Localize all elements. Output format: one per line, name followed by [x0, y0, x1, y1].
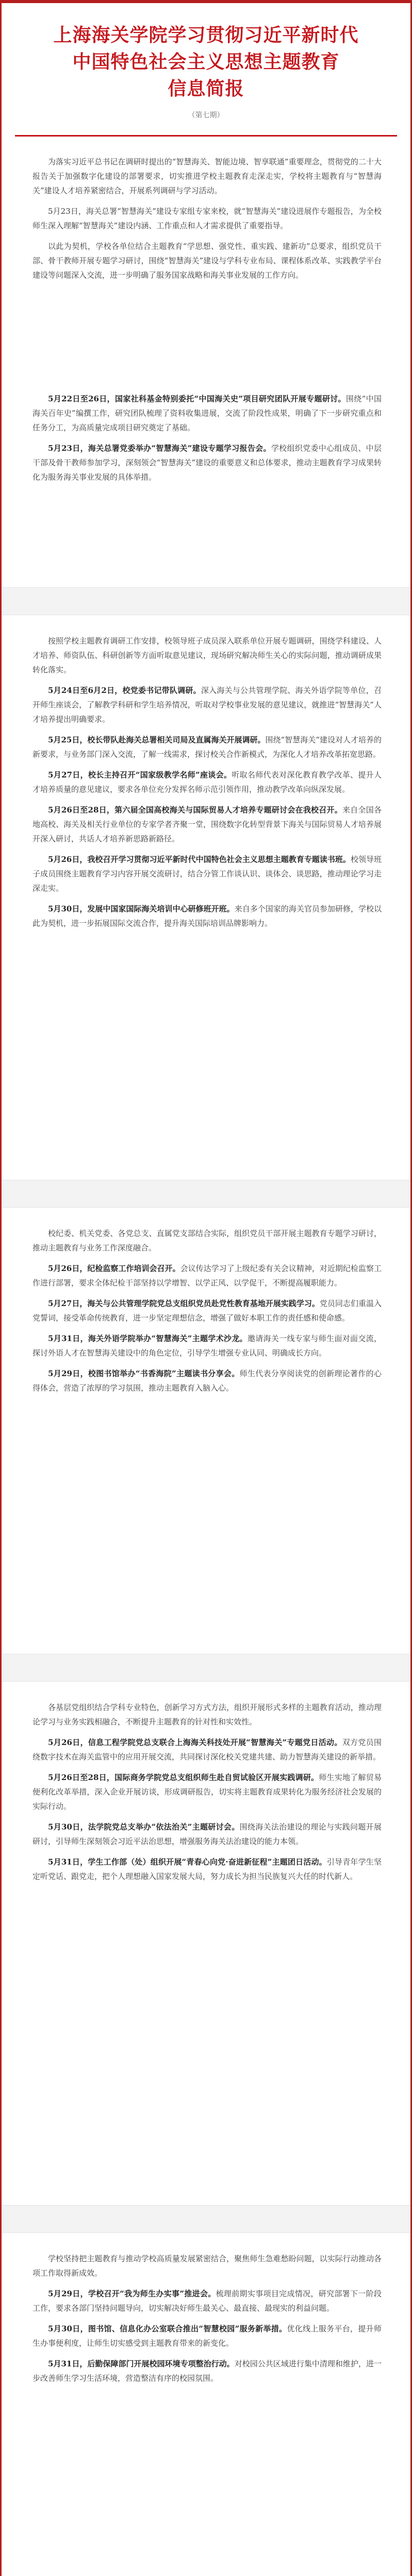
- news-item-lead: 5月30日，发展中国家国际海关培训中心研修班开班。: [48, 904, 235, 913]
- news-item: [32, 1820, 382, 1849]
- news-item-text: 学校组织党委中心组成员、中层干部及骨干教师参加学习，深刻领会“智慧海关”建设的重要意义和总体要求，推动主题教育学习成果转化为服务海关事业发展的具体举措。: [32, 444, 382, 482]
- news-item: [32, 2286, 382, 2315]
- news-item-text: 围绕“中国海关百年史”编撰工作，研究团队梳理了资料收集进展，交流了阶段性成果，明确了下一步研究重点和任务分工，为高质量完成项目研究奠定了基础。: [32, 394, 382, 432]
- news-item-lead: 5月26日至28日，国际商务学院党总支组织师生赴自贸试验区开展实践调研。: [48, 1773, 319, 1782]
- news-item: [32, 441, 382, 484]
- news-item-lead: 5月29日，学校召开“我为师生办实事”推进会。: [48, 2289, 216, 2298]
- news-item: [32, 768, 382, 796]
- news-item: [32, 1331, 382, 1360]
- news-item-lead: 5月31日，学生工作部（处）组织开展“青春心向党·奋进新征程”主题团日活动。: [48, 1857, 327, 1867]
- news-section-5: [32, 2251, 382, 2392]
- intro-section: [32, 155, 382, 289]
- news-item-text: 学校坚持把主题教育与推动学校高质量发展紧密结合，聚焦师生急难愁盼问题，以实际行动推动各项工作取得新成效。: [32, 2254, 382, 2278]
- news-item: [32, 1366, 382, 1395]
- news-item: [32, 2357, 382, 2385]
- news-item-text: 对校园公共区域进行集中清理和维护，进一步改善师生学习生活环境，营造整洁有序的校园氛围。: [32, 2359, 382, 2383]
- news-item-text: 来自全国各地高校、海关及相关行业单位的专家学者齐聚一堂，围绕数字化转型背景下海关与国际贸易人才培养展开深入研讨，共话人才培养新思路新路径。: [32, 805, 382, 843]
- news-item: [32, 1226, 382, 1255]
- news-item: [32, 1735, 382, 1764]
- top-red-rule: [2, 0, 410, 3]
- news-item-text: 师生实地了解贸易便利化改革举措，深入企业开展访谈，形成调研报告，切实将主题教育成果转化为服务经济社会发展的实际行动。: [32, 1773, 382, 1811]
- news-item-lead: 5月26日，纪检监察工作培训会召开。: [48, 1264, 180, 1273]
- news-item: [32, 634, 382, 677]
- news-item: [32, 733, 382, 761]
- intro-paragraph: 5月23日，海关总署“智慧海关”建设专家组专家来校，就“智慧海关”建设进展作专题报告，为全校师生深入理解“智慧海关”建设内涵、工作重点和人才需求提供了重要指导。: [32, 207, 382, 230]
- news-item: [32, 2321, 382, 2350]
- news-item-lead: 5月26日，我校召开学习贯彻习近平新时代中国特色社会主义思想主题教育专题读书班。: [48, 855, 351, 864]
- news-item: [32, 803, 382, 846]
- news-item-text: 邀请海关一线专家与师生面对面交流，探讨外语人才在智慧海关建设中的角色定位，引导学生增强专业认同、明确成长方向。: [32, 1334, 382, 1358]
- news-item-text: 师生代表分享阅读党的创新理论著作的心得体会，营造了浓厚的学习氛围，推动主题教育入脑入心。: [32, 1369, 382, 1393]
- news-item: [32, 852, 382, 895]
- news-item-lead: 5月31日，后勤保障部门开展校园环境专项整治行动。: [48, 2359, 235, 2368]
- news-item-text: 围绕“智慧海关”建设对人才培养的新要求，与业务部门深入交流，了解一线需求，探讨校关合作新模式，为深化人才培养改革拓宽思路。: [32, 735, 382, 759]
- news-section-2: [32, 634, 382, 937]
- news-item-lead: 5月25日，校长带队赴海关总署相关司局及直属海关开展调研。: [48, 735, 266, 744]
- news-item-lead: 5月30日，法学院党总支举办“依法治关”主题研讨会。: [48, 1822, 240, 1832]
- news-item: [32, 902, 382, 930]
- news-section-3: [32, 1226, 382, 1401]
- news-item: [32, 1855, 382, 1884]
- news-item-lead: 5月26日，信息工程学院党总支联合上海海关科技处开展“智慧海关”专题党日活动。: [48, 1738, 342, 1747]
- news-item-text: 会议传达学习了上级纪委有关会议精神，对近期纪检监察工作进行部署，要求全体纪检干部坚持以学增智、以学正风、以学促干，不断提高履职能力。: [32, 1264, 382, 1287]
- news-item-text: 校领导班子成员围绕主题教育学习内容开展交流研讨，结合分管工作谈认识、谈体会、谈思路，推动理论学习走深走实。: [32, 855, 382, 893]
- news-item-text: 优化线上服务平台，提升师生办事便利度，让师生切实感受到主题教育带来的新变化。: [32, 2324, 382, 2348]
- news-item: [32, 1700, 382, 1729]
- news-item-text: 梳理前期实事项目完成情况，研究部署下一阶段工作，要求各部门坚持问题导向，切实解决好师生最关心、最直接、最现实的利益问题。: [32, 2289, 382, 2313]
- news-item-text: 按照学校主题教育调研工作安排，校领导班子成员深入联系单位开展专题调研，围绕学科建设、人才培养、师资队伍、科研创新等方面听取意见建议，现场研究解决师生关心的实际问题，推动调研成果转化落实。: [32, 636, 382, 674]
- news-item-lead: 5月22日至26日，国家社科基金特别委托“中国海关史”项目研究团队开展专题研讨。: [48, 394, 346, 403]
- news-item: [32, 1261, 382, 1290]
- news-item-lead: 5月23日，海关总署党委举办“智慧海关”建设专题学习报告会。: [48, 444, 271, 453]
- news-item-text: 双方党员围绕数字技术在海关监管中的应用开展交流，共同探讨深化校关党建共建、助力智慧海关建设的新举措。: [32, 1738, 382, 1761]
- news-item: [32, 1296, 382, 1325]
- section-divider: [2, 1180, 410, 1208]
- title-line-3: 信息简报: [168, 78, 244, 99]
- title-line-2: 中国特色社会主义思想主题教育: [72, 51, 340, 73]
- news-section-1: [32, 392, 382, 490]
- header-red-rule: [15, 135, 397, 137]
- news-item-lead: 5月30日，图书馆、信息化办公室联合推出“智慧校园”服务新举措。: [48, 2324, 287, 2333]
- news-item-text: 听取名师代表对深化教育教学改革、提升人才培养质量的意见建议，要求各单位充分发挥名师示范引领作用，推动教学改革向纵深发展。: [32, 770, 382, 794]
- news-item-text: 校纪委、机关党委、各党总支、直属党支部结合实际，组织党员干部开展主题教育专题学习研讨，推动主题教育与业务工作深度融合。: [32, 1229, 382, 1252]
- news-item-lead: 5月27日，海关与公共管理学院党总支组织党员赴党性教育基地开展实践学习。: [48, 1299, 320, 1308]
- news-item: [32, 2251, 382, 2280]
- section-divider: [2, 1654, 410, 1682]
- briefing-header: [22, 22, 390, 130]
- section-divider: [2, 2205, 410, 2233]
- news-item-text: 引导青年学生坚定听党话、跟党走，把个人理想融入国家发展大局，努力成长为担当民族复兴大任的时代新人。: [32, 1857, 382, 1881]
- news-item-lead: 5月26日至28日，第六届全国高校海关与国际贸易人才培养专题研讨会在我校召开。: [48, 805, 343, 815]
- news-item: [32, 392, 382, 435]
- news-item-lead: 5月29日，校图书馆举办“书香海院”主题读书分享会。: [48, 1369, 240, 1378]
- title-line-1: 上海海关学院学习贯彻习近平新时代: [53, 24, 359, 46]
- news-item-text: 党员同志们重温入党誓词，接受革命传统教育，进一步坚定理想信念，增强了做好本职工作的责任感和使命感。: [32, 1299, 382, 1323]
- news-item: [32, 1770, 382, 1814]
- intro-paragraph: 以此为契机，学校各单位结合主题教育“学思想、强党性、重实践、建新功”总要求，组织党员干部、骨干教师开展专题学习研讨，围绕“智慧海关”建设与学科专业布局、课程体系改革、实践教学平台建设等问题深入交流，进一步明确了服务国家战略和海关事业发展的工作方向。: [32, 242, 382, 280]
- intro-paragraph: 为落实习近平总书记在调研时提出的“智慧海关、智能边境、智享联通”重要理念，贯彻党的二十大报告关于加强数字化建设的部署要求，切实推进学校主题教育走深走实，学校将主题教育与“智慧海关”建设人才培养紧密结合，开展系列调研与学习活动。: [32, 157, 382, 195]
- issue-number: （第七期）: [188, 111, 224, 120]
- news-item-lead: 5月27日，校长主持召开“国家级教学名师”座谈会。: [48, 770, 232, 779]
- news-section-4: [32, 1700, 382, 1890]
- news-item-text: 围绕海关法治建设的理论与实践问题开展研讨，引导师生深刻领会习近平法治思想，增强服务海关法治建设的能力本领。: [32, 1822, 382, 1846]
- news-item-lead: 5月24日至6月2日，校党委书记带队调研。: [48, 686, 201, 695]
- news-item-text: 来自多个国家的海关官员参加研修，学校以此为契机，进一步拓展国际交流合作，提升海关国际培训品牌影响力。: [32, 904, 382, 928]
- section-divider: [2, 587, 410, 615]
- news-item: [32, 683, 382, 726]
- news-item-lead: 5月31日，海关外语学院举办“智慧海关”主题学术沙龙。: [48, 1334, 248, 1343]
- news-item-text: 各基层党组织结合学科专业特色，创新学习方式方法，组织开展形式多样的主题教育活动，推动理论学习与业务实践相融合，不断提升主题教育的针对性和实效性。: [32, 1703, 382, 1726]
- news-item-text: 深入海关与公共管理学院、海关外语学院等单位，召开师生座谈会，了解教学科研和学生培养情况，听取对学校事业发展的意见建议，就推进“智慧海关”人才培养提出明确要求。: [32, 686, 382, 724]
